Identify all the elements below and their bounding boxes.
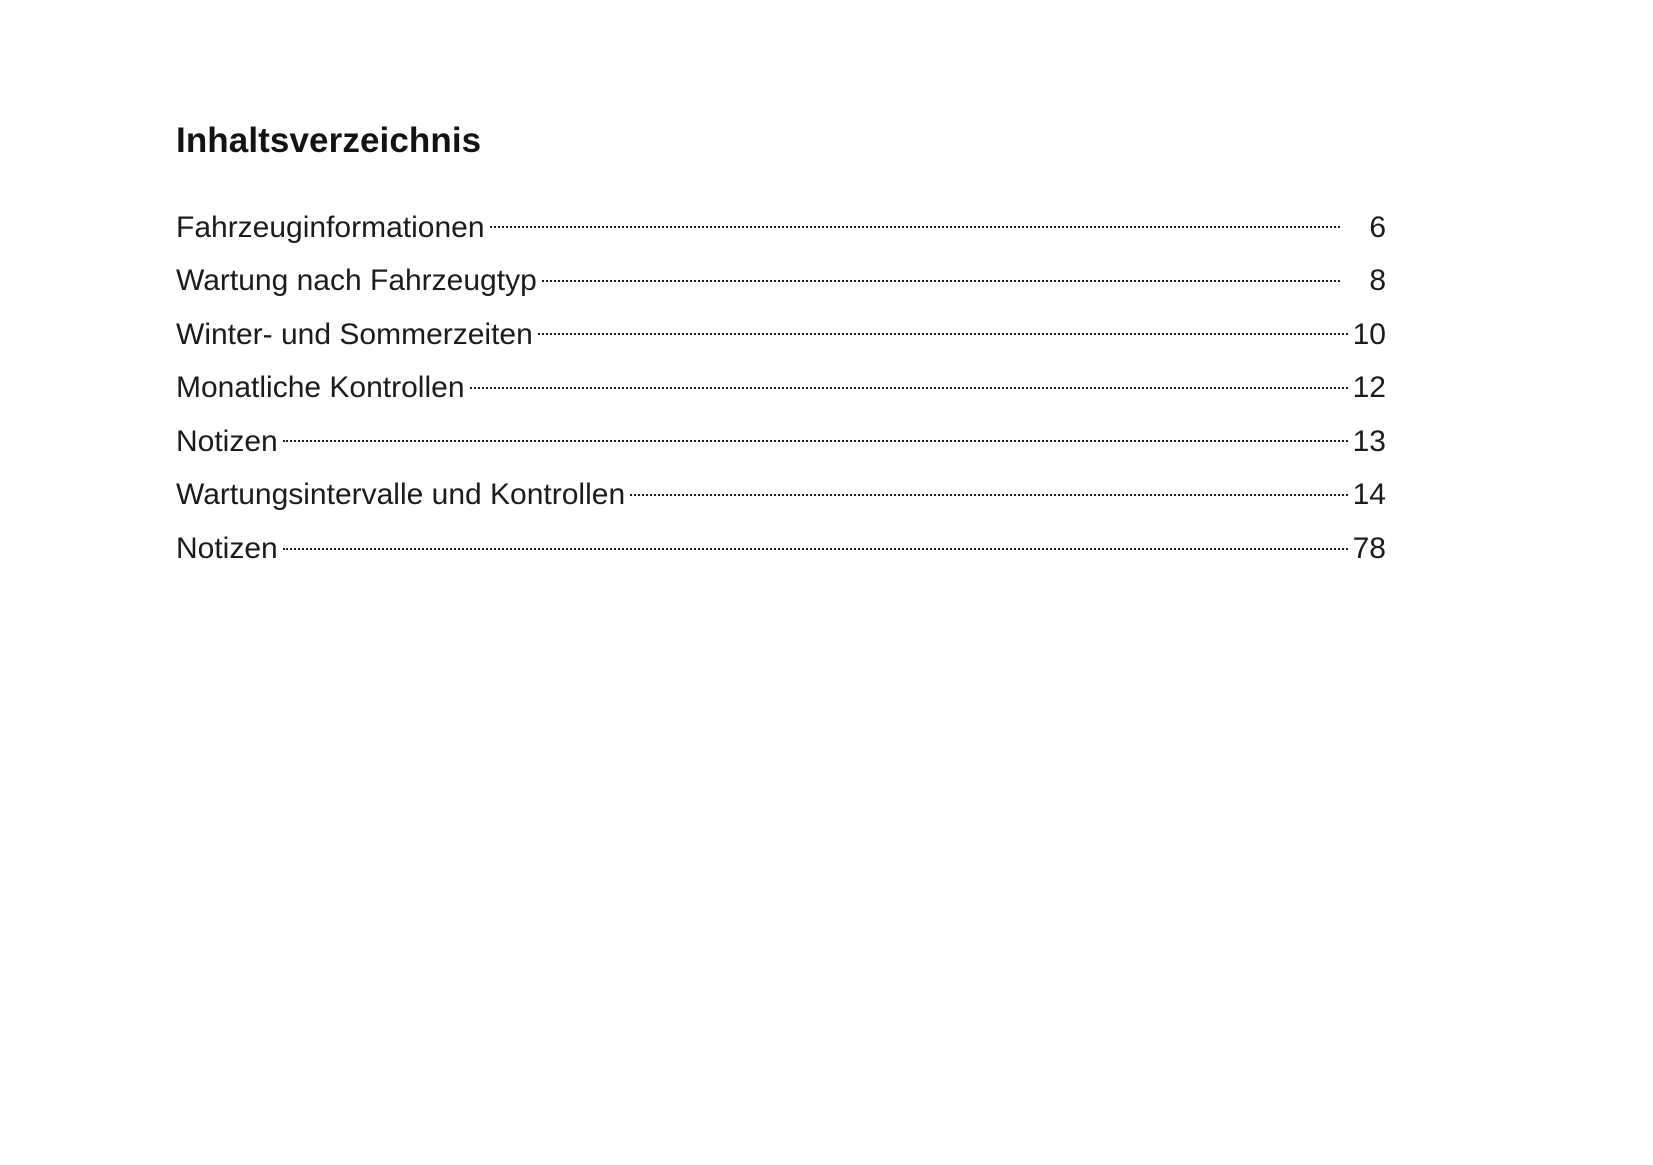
toc-leader-dots [470,367,1348,397]
toc-leader-dots [542,260,1340,290]
toc-entry-page: 10 [1352,317,1386,351]
toc-entry-label: Wartung nach Fahrzeugtyp [176,264,537,298]
toc-entry-page: 8 [1369,264,1386,298]
toc-leader-dots [490,207,1340,237]
toc-leader-dots [283,421,1348,451]
toc-entry-page: 14 [1352,478,1386,512]
toc-entry-page: 6 [1369,210,1386,244]
toc-entry-page: 78 [1352,532,1386,566]
list-item[interactable] [176,314,1386,357]
list-item[interactable] [176,260,1386,303]
toc-entry-label: Wartungsintervalle und Kontrollen [176,478,626,512]
toc-entry-label: Winter- und Sommerzeiten [176,317,533,351]
page-title: Inhaltsverzeichnis [176,121,482,160]
toc-leader-dots [283,528,1348,558]
list-item[interactable] [176,207,1386,250]
list-item[interactable] [176,421,1386,464]
toc-leader-dots [630,474,1348,504]
toc-leader-dots [538,314,1348,344]
toc-entry-label: Notizen [176,532,278,566]
list-item[interactable] [176,474,1386,517]
list-item[interactable] [176,528,1386,571]
toc-entry-page: 13 [1352,424,1386,458]
page-content [176,122,1386,582]
toc-entry-page: 12 [1352,371,1386,405]
toc-entry-label: Monatliche Kontrollen [176,371,465,405]
toc-entry-label: Notizen [176,424,278,458]
toc-entry-label: Fahrzeuginformationen [176,210,485,244]
list-item[interactable] [176,367,1386,410]
table-of-contents [176,207,1386,571]
